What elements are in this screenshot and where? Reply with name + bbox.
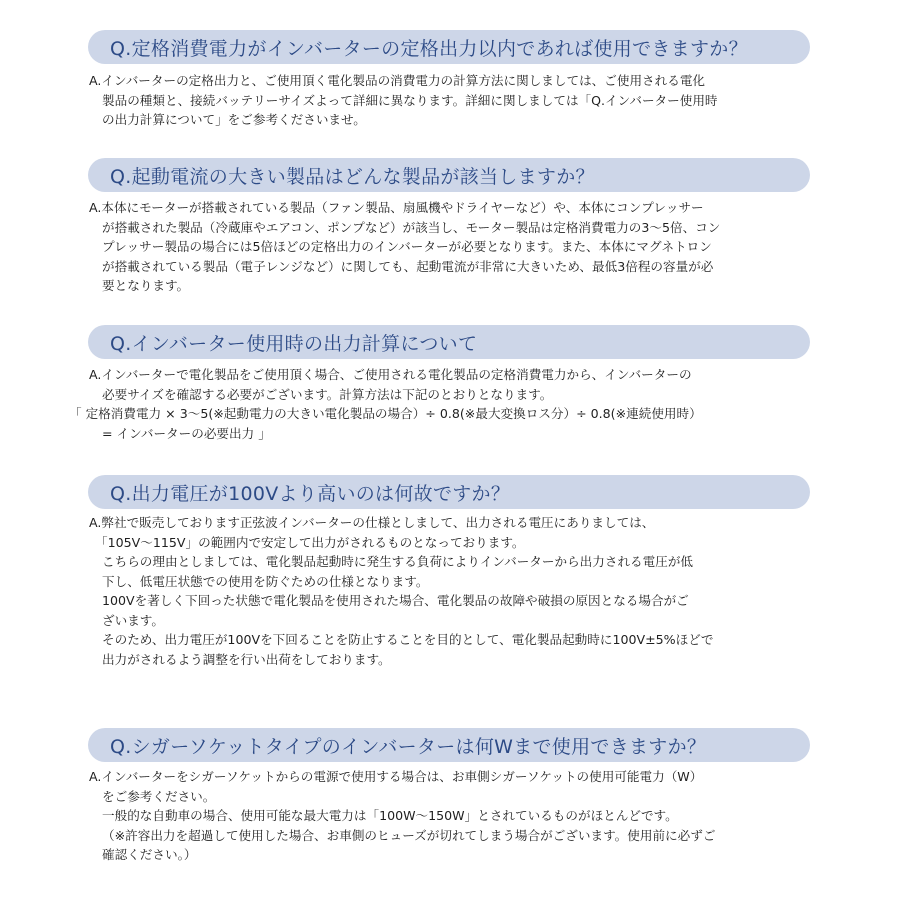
question-banner <box>88 158 810 192</box>
answer-line: A.弊社で販売しております正弦波インバーターの仕様としまして、出力される電圧にありましては、 <box>89 515 655 530</box>
answer-text <box>69 365 829 443</box>
answer-line: A.インバーターの定格出力と、ご使用頂く電化製品の消費電力の計算方法に関しましては、ご使用される電化 <box>89 73 706 88</box>
answer-text <box>89 513 829 669</box>
answer-text <box>89 71 829 130</box>
answer-line: A.インバーターで電化製品をご使用頂く場合、ご使用される電化製品の定格消費電力から、インバーターの <box>89 367 692 382</box>
answer-line: A.本体にモーターが搭載されている製品（ファン製品、扇風機やドライヤーなど）や、本体にコンプレッサー <box>89 200 704 215</box>
question-text: Q.シガーソケットタイプのインバーターは何Wまで使用できますか？ <box>110 735 707 758</box>
question-text: Q.出力電圧が100Vより高いのは何故ですか？ <box>110 482 511 505</box>
answer-line: ざいます。 <box>102 612 164 628</box>
answer-line: 出力がされるよう調整を行い出荷をしております。 <box>102 651 391 667</box>
answer-line: が搭載されている製品（電子レンジなど）に関しても、起動電流が非常に大きいため、最低3倍程の容量が必 <box>102 258 714 274</box>
answer-line: そのため、出力電圧が100Vを下回ることを防止することを目的として、電化製品起動時に100V±5%ほどで <box>102 632 714 647</box>
answer-text <box>89 198 829 296</box>
question-banner <box>88 475 810 509</box>
answer-line: 下し、低電圧状態での使用を防ぐための仕様となります。 <box>102 573 429 589</box>
answer-line: の出力計算について」をご参考くださいませ。 <box>102 112 366 127</box>
question-text: Q.起動電流の大きい製品はどんな製品が該当しますか？ <box>110 165 595 188</box>
answer-line: 製品の種類と、接続バッテリーサイズよって詳細に異なります。詳細に関しましては「Q.インバーター使用時 <box>102 92 718 108</box>
answer-line: 「105V～115V」の範囲内で安定して出力がされるものとなっております。 <box>95 534 525 550</box>
answer-line: をご参考ください。 <box>102 788 216 804</box>
answer-line: こちらの理由としましては、電化製品起動時に発生する負荷によりインバーターから出力される電圧が低 <box>102 554 694 569</box>
answer-line: プレッサー製品の場合には5倍ほどの定格出力のインバーターが必要となります。また、本体にマグネトロン <box>102 239 712 254</box>
question-text: Q.定格消費電力がインバーターの定格出力以内であれば使用できますか？ <box>110 37 748 60</box>
formula-line: 「 定格消費電力 × 3～5(※起動電力の大きい電化製品の場合）÷ 0.8(※最大変換ロス分）÷ 0.8(※連続使用時） <box>69 406 702 421</box>
answer-text <box>89 767 829 865</box>
answer-line: A.インバーターをシガーソケットからの電源で使用する場合は、お車側シガーソケットの使用可能電力（W） <box>89 769 703 784</box>
question-banner <box>88 30 810 64</box>
answer-line: 要となります。 <box>102 278 190 293</box>
answer-line: 必要サイズを確認する必要がございます。計算方法は下記のとおりとなります。 <box>102 386 553 402</box>
answer-line: （※許容出力を超過して使用した場合、お車側のヒューズが切れてしまう場合がございます。使用前に必ずご <box>102 827 716 843</box>
formula-line: = インバーターの必要出力 」 <box>102 425 271 441</box>
question-text: Q.インバーター使用時の出力計算について <box>110 332 478 355</box>
answer-line: 100Vを著しく下回った状態で電化製品を使用された場合、電化製品の故障や破損の原因となる場合がご <box>102 593 689 608</box>
question-banner <box>88 728 810 762</box>
question-banner <box>88 325 810 359</box>
answer-line: が搭載された製品（冷蔵庫やエアコン、ポンプなど）が該当し、モーター製品は定格消費電力の3～5倍、コン <box>102 219 721 235</box>
answer-line: 一般的な自動車の場合、使用可能な最大電力は「100W～150W」とされているものがほとんどです。 <box>102 808 678 823</box>
answer-line: 確認ください。） <box>102 847 197 862</box>
